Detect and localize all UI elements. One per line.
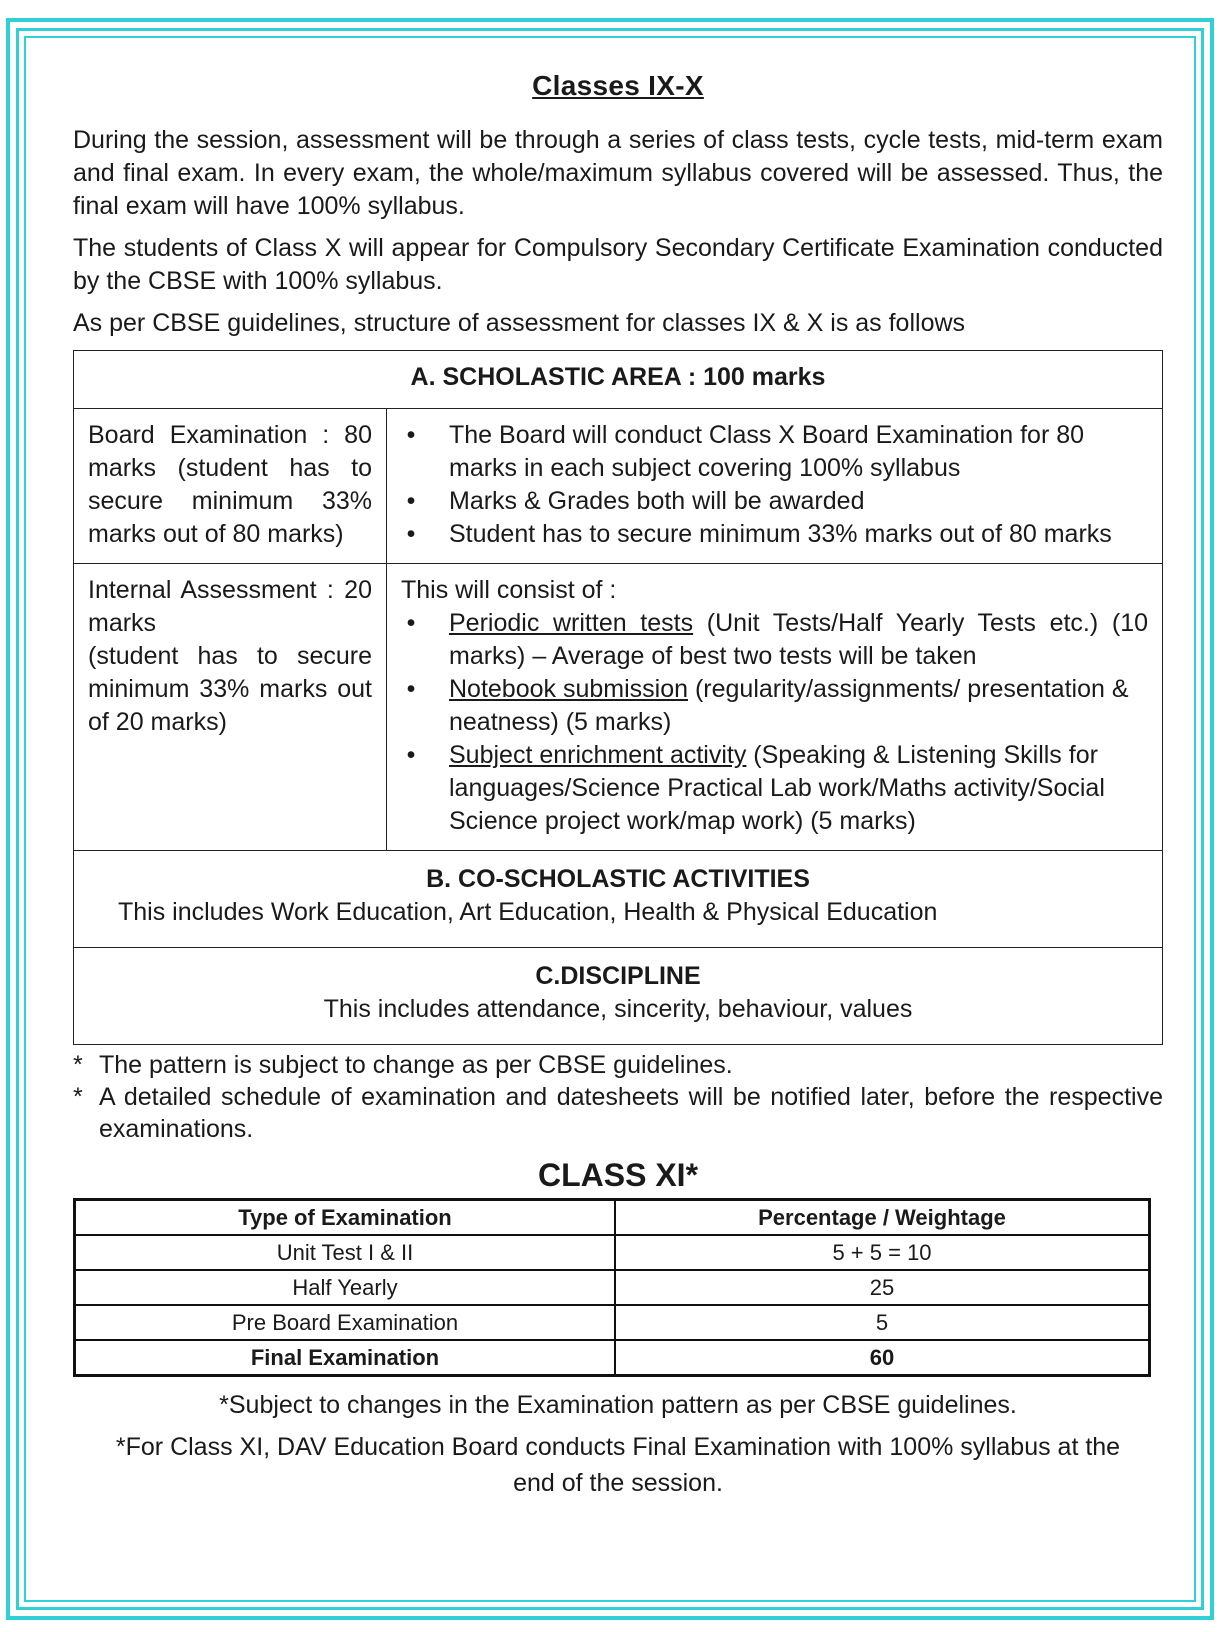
- bullet: •: [406, 487, 416, 515]
- internal-assessment-details: [387, 564, 1163, 851]
- list-item: [401, 419, 1148, 485]
- bullet: •: [406, 741, 416, 769]
- bullet: •: [406, 609, 416, 637]
- note-text: A detailed schedule of examination and datesheets will be notified later, before the respective examinations.: [99, 1083, 1163, 1143]
- page-title: Classes IX-X: [532, 70, 704, 101]
- table-row: [75, 1270, 1150, 1305]
- list-item: [401, 607, 1148, 673]
- footnote-dav: *For Class XI, DAV Education Board conducts Final Examination with 100% syllabus at the end of the session.: [115, 1433, 1121, 1497]
- discipline-cell: [74, 948, 1163, 1045]
- weightage-cell: 25: [615, 1270, 1150, 1305]
- paragraph-structure: As per CBSE guidelines, structure of assessment for classes IX & X is as follows: [73, 309, 966, 337]
- exam-type-cell: Pre Board Examination: [75, 1305, 616, 1340]
- weightage-cell: 5: [615, 1305, 1150, 1340]
- board-exam-row: [74, 409, 1163, 564]
- list-item: [401, 673, 1148, 739]
- board-bullet-text: Student has to secure minimum 33% marks out of 80 marks: [449, 520, 1112, 548]
- bullet: •: [406, 675, 416, 703]
- internal-assessment-row: [74, 564, 1163, 851]
- table-row: [75, 1340, 1150, 1376]
- board-bullet-text: Marks & Grades both will be awarded: [449, 487, 865, 515]
- table-header-row: [75, 1200, 1150, 1236]
- page-content: [73, 70, 1163, 1501]
- table-row: [75, 1305, 1150, 1340]
- exam-type-cell: Half Yearly: [75, 1270, 616, 1305]
- internal-assessment-note: (student has to secure minimum 33% marks out of 20 marks): [88, 642, 372, 736]
- coscholastic-cell: [74, 851, 1163, 948]
- scholastic-heading: A. SCHOLASTIC AREA : 100 marks: [74, 351, 1163, 409]
- assessment-structure-table: [73, 350, 1163, 1045]
- column-header-weightage: Percentage / Weightage: [615, 1200, 1150, 1236]
- note-item: [73, 1049, 1163, 1081]
- periodic-tests-label: Periodic written tests: [449, 609, 694, 637]
- weightage-cell: 5 + 5 = 10: [615, 1235, 1150, 1270]
- class-xi-title: CLASS XI*: [537, 1157, 699, 1193]
- list-item: [401, 485, 1148, 518]
- class-xi-table: [73, 1198, 1151, 1377]
- scholastic-heading-row: [74, 351, 1163, 409]
- board-exam-label: Board Examination : 80 marks (student has to secure minimum 33% marks out of 80 marks): [74, 409, 387, 564]
- notebook-text: (regularity/assignments/ presentation & neatness) (5 marks): [449, 675, 1129, 736]
- bullet: •: [406, 520, 416, 548]
- board-bullet-text: The Board will conduct Class X Board Examination for 80 marks in each subject covering 100% syllabus: [449, 421, 1085, 482]
- enrichment-text: (Speaking & Listening Skills for languages/Science Practical Lab work/Maths activity/Social Science project work/map work) (5 marks): [449, 741, 1105, 835]
- paragraph-class-x: The students of Class X will appear for Compulsory Secondary Certificate Examination conducted by the CBSE with 100% syllabus.: [73, 234, 1163, 295]
- list-item: [401, 739, 1148, 838]
- internal-assessment-label: [74, 564, 387, 851]
- coscholastic-text: This includes Work Education, Art Education, Health & Physical Education: [118, 898, 938, 926]
- note-star: *: [73, 1083, 83, 1111]
- periodic-tests-text: (Unit Tests/Half Yearly Tests etc.) (10 marks) – Average of best two tests will be taken: [449, 609, 1149, 670]
- weightage-cell: 60: [615, 1340, 1150, 1376]
- internal-intro: This will consist of :: [401, 576, 617, 604]
- table-row: [75, 1235, 1150, 1270]
- list-item: [401, 518, 1148, 551]
- note-star: *: [73, 1051, 83, 1079]
- coscholastic-row: [74, 851, 1163, 948]
- board-exam-details: [387, 409, 1163, 564]
- note-text: The pattern is subject to change as per CBSE guidelines.: [99, 1051, 733, 1079]
- enrichment-label: Subject enrichment activity: [449, 741, 747, 769]
- coscholastic-heading: B. CO-SCHOLASTIC ACTIVITIES: [426, 865, 810, 893]
- discipline-heading: C.DISCIPLINE: [535, 962, 701, 990]
- discipline-text: This includes attendance, sincerity, behaviour, values: [323, 995, 913, 1023]
- discipline-row: [74, 948, 1163, 1045]
- exam-type-cell: Unit Test I & II: [75, 1235, 616, 1270]
- footnote-changes: *Subject to changes in the Examination pattern as per CBSE guidelines.: [219, 1391, 1017, 1419]
- notes: [73, 1049, 1163, 1145]
- bullet: •: [406, 421, 416, 449]
- column-header-type: Type of Examination: [75, 1200, 616, 1236]
- notebook-label: Notebook submission: [449, 675, 689, 703]
- paragraph-session: During the session, assessment will be through a series of class tests, cycle tests, mid-term exam and final exam. In every exam, the whole/maximum syllabus covered will be assessed. Thus, the final exam will have 100% syllabus.: [73, 126, 1163, 220]
- note-item: [73, 1081, 1163, 1145]
- internal-assessment-title: Internal Assessment : 20 marks: [88, 576, 372, 637]
- exam-type-cell: Final Examination: [75, 1340, 616, 1376]
